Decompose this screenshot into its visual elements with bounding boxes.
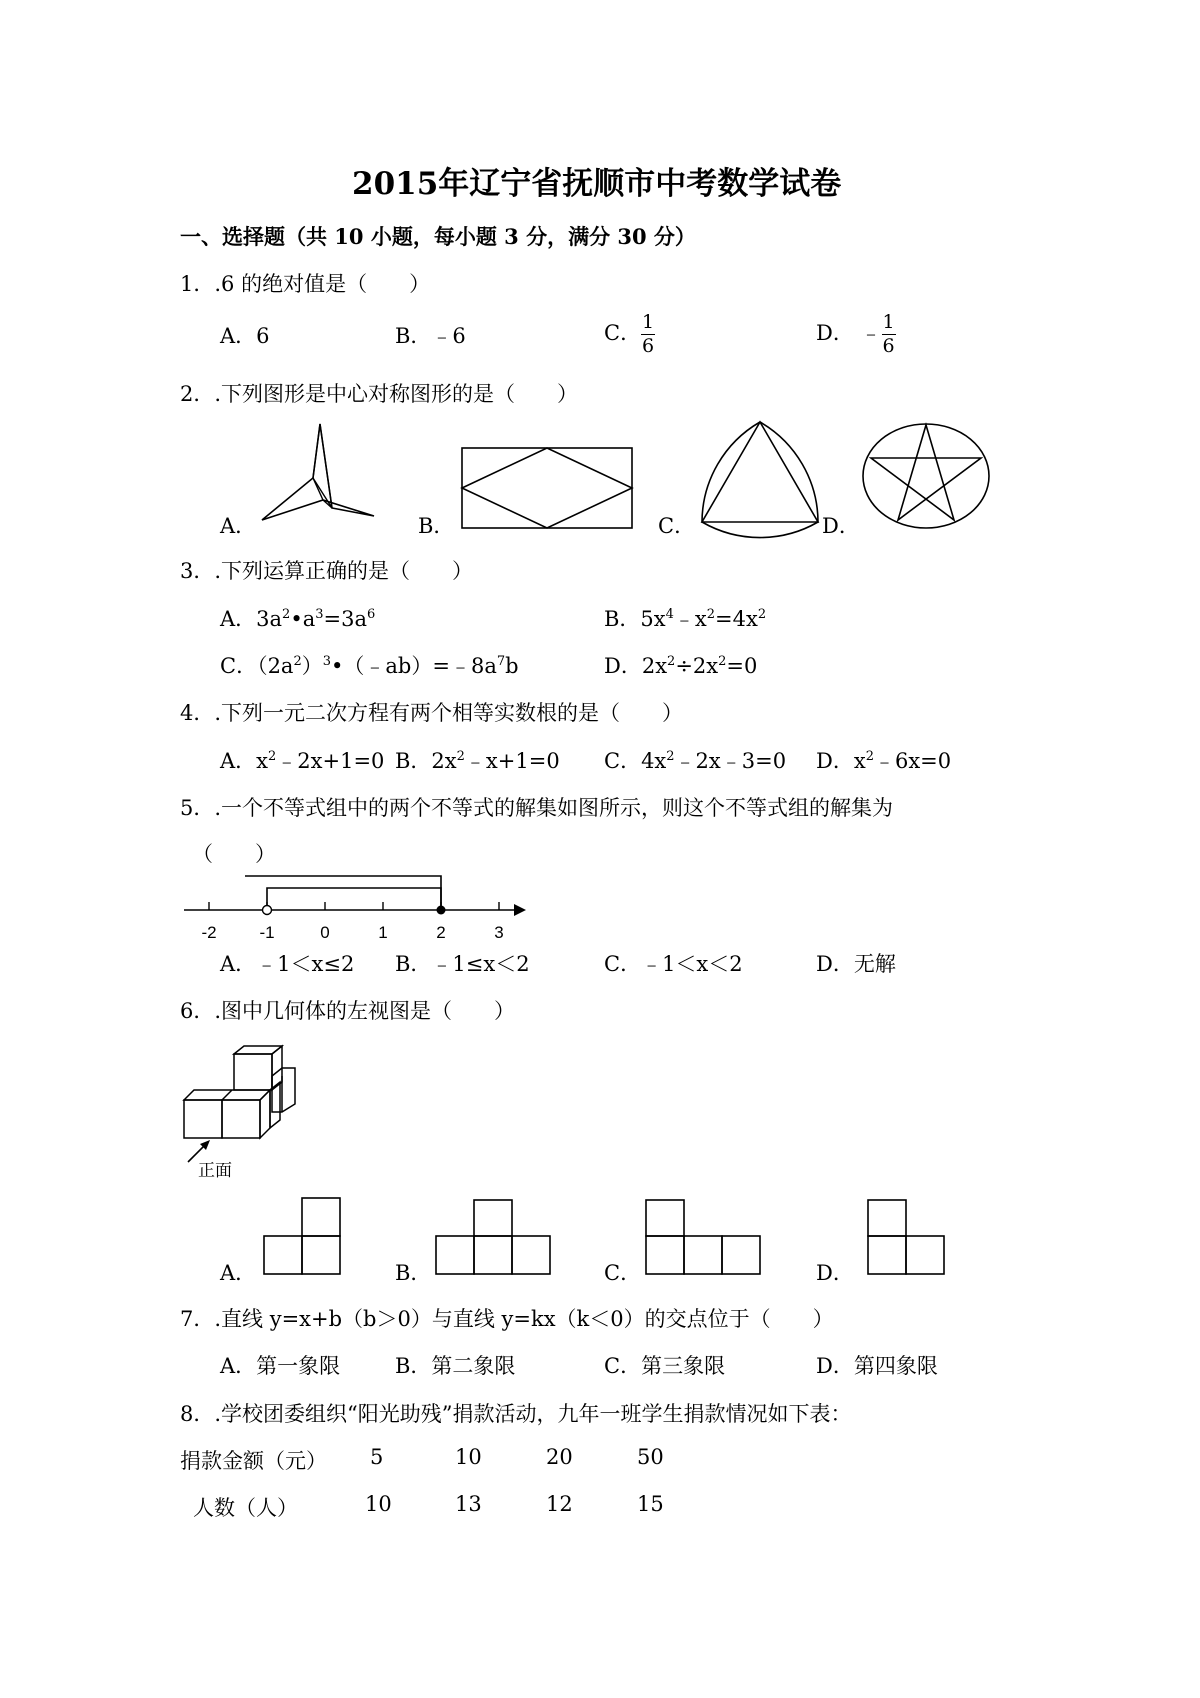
q3-option-c[interactable] (220, 650, 519, 680)
text: •a (290, 607, 316, 631)
tick-label: -1 (259, 923, 275, 942)
q5-option-a[interactable]: A．﹣1＜x≤2 (220, 952, 355, 976)
q2-option-c[interactable]: C． (658, 514, 696, 538)
tick-label: 0 (320, 923, 330, 942)
table-cell: 5 (370, 1445, 384, 1469)
numerator: 1 (882, 311, 895, 333)
q4-option-c[interactable] (604, 745, 786, 775)
exponent: 2 (282, 607, 291, 622)
q1-option-b[interactable]: B．﹣6 (395, 324, 466, 348)
text: =3a (323, 607, 368, 631)
q6-option-b[interactable]: B． (395, 1261, 432, 1285)
text: =0 (726, 654, 758, 678)
exponent: 2 (456, 749, 465, 764)
text: ﹣6x=0 (873, 749, 952, 773)
question-5-paren: （ ） (192, 842, 276, 866)
q7-option-c[interactable]: C．第三象限 (604, 1354, 726, 1378)
q7-option-a[interactable]: A．第一象限 (220, 1354, 341, 1378)
q5-option-d[interactable]: D．无解 (816, 952, 896, 976)
q6-figure-b (434, 1196, 556, 1278)
closed-circle-icon (437, 906, 446, 915)
q3-option-d[interactable] (604, 650, 757, 680)
question-3-stem: 3．.下列运算正确的是（ ） (180, 559, 474, 583)
table-cell: 12 (546, 1492, 573, 1516)
q7-option-b[interactable]: B．第二象限 (395, 1354, 516, 1378)
table-cell: 50 (637, 1445, 664, 1469)
q6-option-a[interactable]: A． (220, 1261, 257, 1285)
q3-option-b[interactable] (604, 603, 766, 633)
question-8-stem: 8．.学校团委组织“阳光助残”捐款活动，九年一班学生捐款情况如下表： (180, 1402, 852, 1426)
fraction (882, 312, 896, 357)
q4-option-b[interactable] (395, 745, 560, 775)
table-cell: 13 (455, 1492, 482, 1516)
exponent: 2 (706, 607, 716, 622)
number-line-figure (180, 868, 530, 948)
minus-sign: ﹣ (860, 320, 882, 345)
table-row-header: 人数（人） (193, 1496, 298, 1520)
text: ） (301, 654, 323, 678)
exponent: 2 (718, 654, 727, 669)
text: D．x (816, 749, 866, 773)
text: ﹣x (673, 607, 707, 631)
q4-option-d[interactable] (816, 745, 951, 775)
q6-option-d[interactable]: D． (816, 1261, 854, 1285)
page-title: 2015年辽宁省抚顺市中考数学试卷 (352, 166, 842, 202)
text: B．2x (395, 749, 457, 773)
question-1-stem: 1．.6 的绝对值是（ ） (180, 272, 431, 296)
q1-option-c[interactable] (604, 312, 655, 357)
section-heading: 一、选择题（共 10 小题，每小题 3 分，满分 30 分） (180, 224, 696, 249)
front-label: 正面 (198, 1161, 232, 1180)
text: ÷2x (675, 654, 719, 678)
q7-option-d[interactable]: D．第四象限 (816, 1354, 938, 1378)
text: C．（2a (220, 654, 294, 678)
arrow-icon (514, 904, 526, 916)
question-4-stem: 4．.下列一元二次方程有两个相等实数根的是（ ） (180, 701, 684, 725)
exponent: 2 (666, 749, 675, 764)
q3-option-a[interactable] (220, 603, 375, 633)
table-cell: 15 (637, 1492, 664, 1516)
exponent: 6 (367, 607, 376, 622)
fraction (641, 312, 655, 357)
q2-option-d[interactable]: D． (822, 514, 860, 538)
solid-figure (180, 1040, 300, 1180)
q5-option-b[interactable]: B．﹣1≤x＜2 (395, 952, 530, 976)
text: =4x (715, 607, 758, 631)
exponent: 2 (865, 749, 874, 764)
text: B．5x (604, 607, 666, 631)
question-7-stem: 7．.直线 y=x+b（b＞0）与直线 y=kx（k＜0）的交点位于（ ） (180, 1307, 834, 1331)
q2-figure-a (258, 420, 398, 525)
exponent: 7 (496, 654, 506, 669)
table-row-header: 捐款金额（元） (180, 1449, 327, 1473)
q1-option-d[interactable] (816, 312, 896, 357)
tick-label: 2 (436, 923, 446, 942)
exponent: 2 (293, 654, 302, 669)
table-cell: 10 (365, 1492, 392, 1516)
text: A．3a (220, 607, 283, 631)
q4-option-a[interactable] (220, 745, 384, 775)
open-circle-icon (263, 906, 272, 915)
text: •（﹣ab）=﹣8a (331, 654, 497, 678)
exponent: 2 (268, 749, 277, 764)
exponent: 3 (315, 607, 324, 622)
text: b (505, 654, 519, 678)
table-cell: 20 (546, 1445, 573, 1469)
q6-figure-c (644, 1196, 766, 1278)
tick-label: -2 (201, 923, 217, 942)
exponent: 2 (757, 607, 767, 622)
q1-option-d-label: D． (816, 320, 854, 345)
question-2-stem: 2．.下列图形是中心对称图形的是（ ） (180, 382, 579, 406)
q2-figure-d (860, 420, 992, 532)
question-6-stem: 6．.图中几何体的左视图是（ ） (180, 999, 516, 1023)
numerator: 1 (642, 311, 655, 333)
q6-option-c[interactable]: C． (604, 1261, 642, 1285)
q1-option-a[interactable]: A．6 (220, 324, 270, 348)
denominator: 6 (642, 334, 655, 357)
text: ﹣x+1=0 (464, 749, 560, 773)
q2-figure-b (460, 446, 635, 532)
q5-option-c[interactable]: C．﹣1＜x＜2 (604, 952, 743, 976)
q2-option-a[interactable]: A． (220, 514, 257, 538)
text: D．2x (604, 654, 668, 678)
tick-label: 3 (494, 923, 504, 942)
q6-figure-a (260, 1194, 344, 1278)
q2-figure-c (696, 418, 824, 530)
q2-option-b[interactable]: B． (418, 514, 455, 538)
exponent: 3 (322, 654, 332, 669)
text: ﹣2x+1=0 (276, 749, 385, 773)
question-5-stem: 5．.一个不等式组中的两个不等式的解集如图所示，则这个不等式组的解集为 (180, 796, 894, 820)
exponent: 4 (665, 607, 674, 622)
text: ﹣2x﹣3=0 (674, 749, 787, 773)
exponent: 2 (667, 654, 676, 669)
q1-option-c-label: C． (604, 320, 642, 345)
text: C．4x (604, 749, 667, 773)
table-cell: 10 (455, 1445, 482, 1469)
q6-figure-d (864, 1196, 948, 1278)
text: A．x (220, 749, 269, 773)
denominator: 6 (882, 334, 895, 357)
tick-label: 1 (378, 923, 388, 942)
